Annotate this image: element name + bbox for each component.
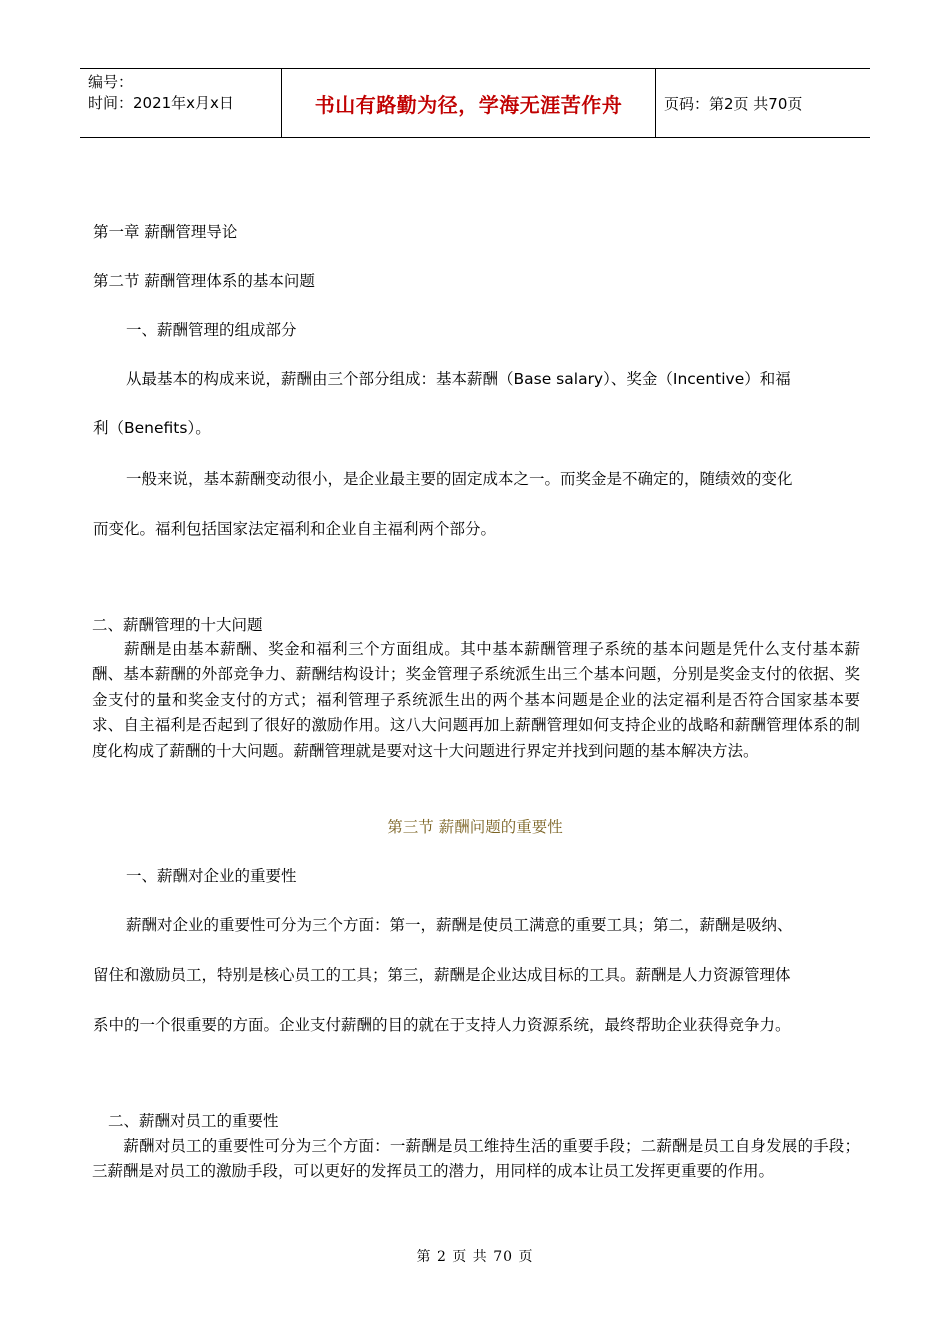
paragraph-1-text-e: ）。 bbox=[187, 419, 211, 437]
paragraph-1-text-d: 利（ bbox=[93, 419, 125, 437]
paragraph-1-text-a: 从最基本的构成来说，薪酬由三个部分组成：基本薪酬（ bbox=[126, 370, 514, 388]
paragraph-4-line-1: 薪酬对企业的重要性可分为三个方面：第一，薪酬是使员工满意的重要工具；第二，薪酬是吸纳、 bbox=[126, 916, 793, 934]
paragraph-3: 薪酬是由基本薪酬、奖金和福利三个方面组成。其中基本薪酬管理子系统的基本问题是凭什么支付基本薪酬、基本薪酬的外部竞争力、薪酬结构设计；奖金管理子系统派生出三个基本问题，分别是奖金支付的依据、奖金支付的量和奖金支付的方式；福利管理子系统派生出的两个基本问题是企业的法定福利是否符合国家基本要求、自主福利是否起到了很好的激励作用。这八大问题再加上薪酬管理如何支持企业的战略和薪酬管理体系的制度化构成了薪酬的十大问题。薪酬管理就是要对这十大问题进行界定并找到问题的基本解决方法。 bbox=[92, 640, 860, 760]
paragraph-1-line-2 bbox=[93, 418, 211, 438]
section-2-title: 第二节 薪酬管理体系的基本问题 bbox=[93, 272, 315, 290]
paragraph-4-line-3: 系中的一个很重要的方面。企业支付薪酬的目的就在于支持人力资源系统，最终帮助企业获得竞争力。 bbox=[93, 1016, 791, 1034]
document-number-label: 编号： bbox=[88, 73, 134, 91]
incentive-term: Incentive bbox=[672, 370, 745, 388]
section-3-heading-1: 一、薪酬对企业的重要性 bbox=[126, 867, 297, 885]
section-3-heading-2: 二、薪酬对员工的重要性 bbox=[108, 1112, 279, 1130]
paragraph-4-line-2: 留住和激励员工，特别是核心员工的工具；第三，薪酬是企业达成目标的工具。薪酬是人力资源管理体 bbox=[93, 966, 791, 984]
base-salary-term: Base salary bbox=[513, 370, 604, 388]
paragraph-1-text-c: ）和福 bbox=[744, 370, 791, 388]
document-date: 时间：2021年x月x日 bbox=[88, 94, 234, 112]
section-2-heading-2: 二、薪酬管理的十大问题 bbox=[92, 616, 263, 634]
header-meta-cell bbox=[80, 69, 282, 137]
header-motto: 书山有路勤为径，学海无涯苦作舟 bbox=[282, 69, 656, 137]
benefits-term: Benefits bbox=[124, 419, 188, 437]
section-3-title: 第三节 薪酬问题的重要性 bbox=[387, 818, 563, 836]
paragraph-2-line-2: 而变化。福利包括国家法定福利和企业自主福利两个部分。 bbox=[93, 520, 497, 538]
section-2-heading-1: 一、薪酬管理的组成部分 bbox=[126, 321, 297, 339]
paragraph-5: 薪酬对员工的重要性可分为三个方面：一薪酬是员工维持生活的重要手段；二薪酬是员工自身发展的手段；三薪酬是对员工的激励手段，可以更好的发挥员工的潜力，用同样的成本让员工发挥更重要的作用。 bbox=[92, 1137, 860, 1181]
paragraph-1-text-b: ）、奖金（ bbox=[603, 370, 673, 388]
page-footer: 第 2 页 共 70 页 bbox=[416, 1249, 534, 1265]
document-header bbox=[80, 68, 870, 138]
chapter-title: 第一章 薪酬管理导论 bbox=[93, 223, 238, 241]
header-page-code: 页码：第2页 共70页 bbox=[664, 94, 803, 113]
paragraph-2-line-1: 一般来说，基本薪酬变动很小，是企业最主要的固定成本之一。而奖金是不确定的，随绩效的变化 bbox=[126, 470, 793, 488]
paragraph-1-line-1 bbox=[126, 369, 791, 389]
